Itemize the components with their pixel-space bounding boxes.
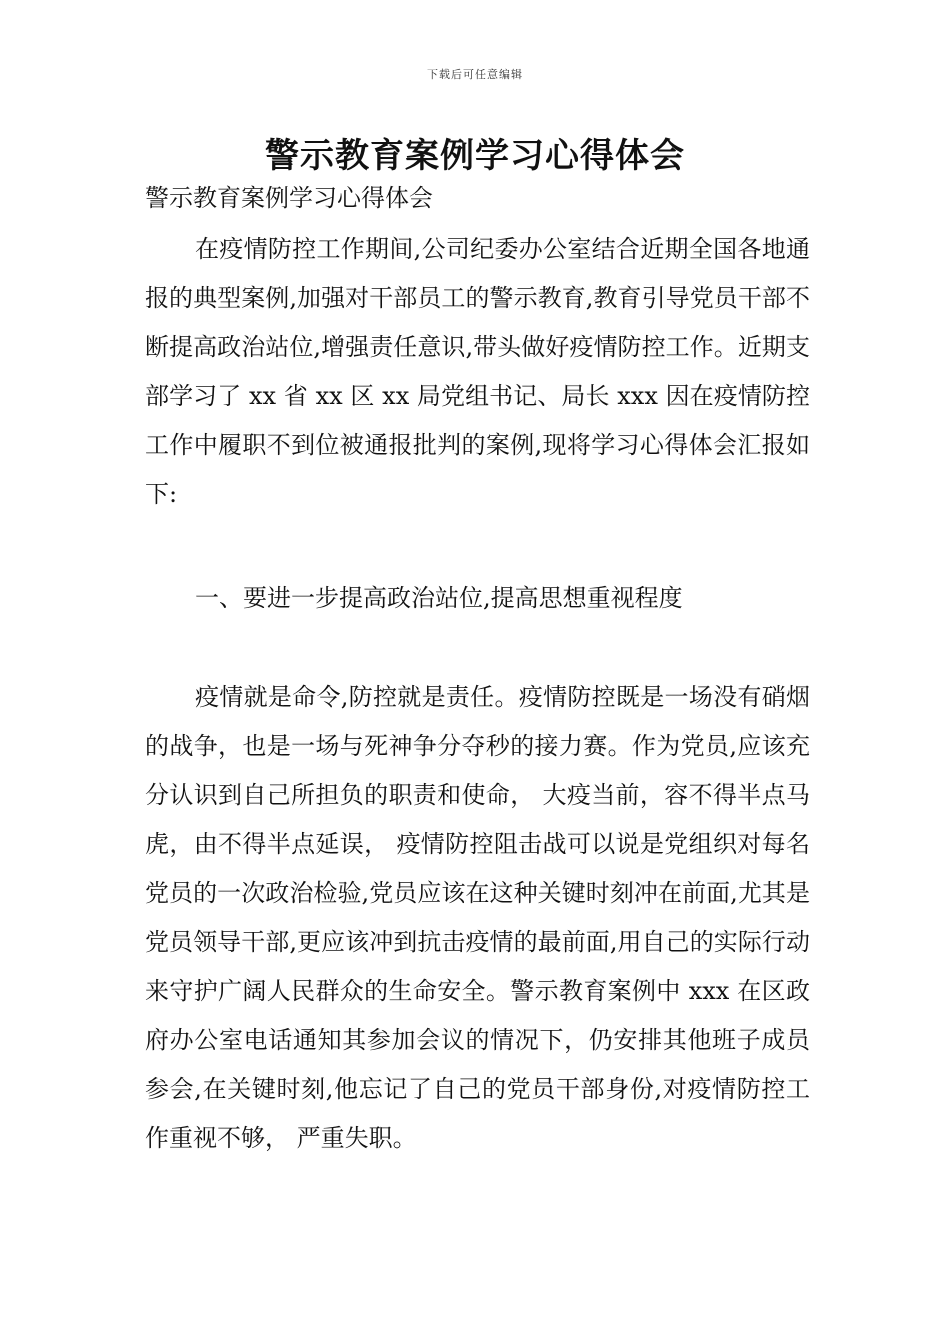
paragraph-section-1: 疫情就是命令,防控就是责任。疫情防控既是一场没有硝烟的战争，也是一场与死神争分夺秒的接力赛。作为党员,应该充分认识到自己所担负的职责和使命， 大疫当前，容不得半点马虎，由不得半点延误， 疫情防控阻击战可以说是党组织对每名党员的一次政治检验,党员应该在这种关键时刻冲在前面,尤其是党员领导干部,更应该冲到抗击疫情的最前面,用自己的实际行动来守护广阔人民群众的生命安全。警示教育案例中 xxx 在区政府办公室电话通知其参加会议的情况下，仍安排其他班子成员参会,在关键时刻,他忘记了自己的党员干部身份,对疫情防控工作重视不够， 严重失职。 <box>145 683 810 1152</box>
header-note: 下载后可任意编辑 <box>427 68 523 81</box>
paragraph-intro: 在疫情防控工作期间,公司纪委办公室结合近期全国各地通报的典型案例,加强对干部员工的警示教育,教育引导党员干部不断提高政治站位,增强责任意识,带头做好疫情防控工作。近期支部学习了 xx 省 xx 区 xx 局党组书记、局长 xxx 因在疫情防控工作中履职不到位被通报批判的案例,现将学习心得体会汇报如下: <box>145 235 810 508</box>
document-subtitle: 警示教育案例学习心得体会 <box>145 184 433 212</box>
section-heading-1: 一、要进一步提高政治站位,提高思想重视程度 <box>195 584 683 612</box>
document-title: 警示教育案例学习心得体会 <box>265 136 685 176</box>
